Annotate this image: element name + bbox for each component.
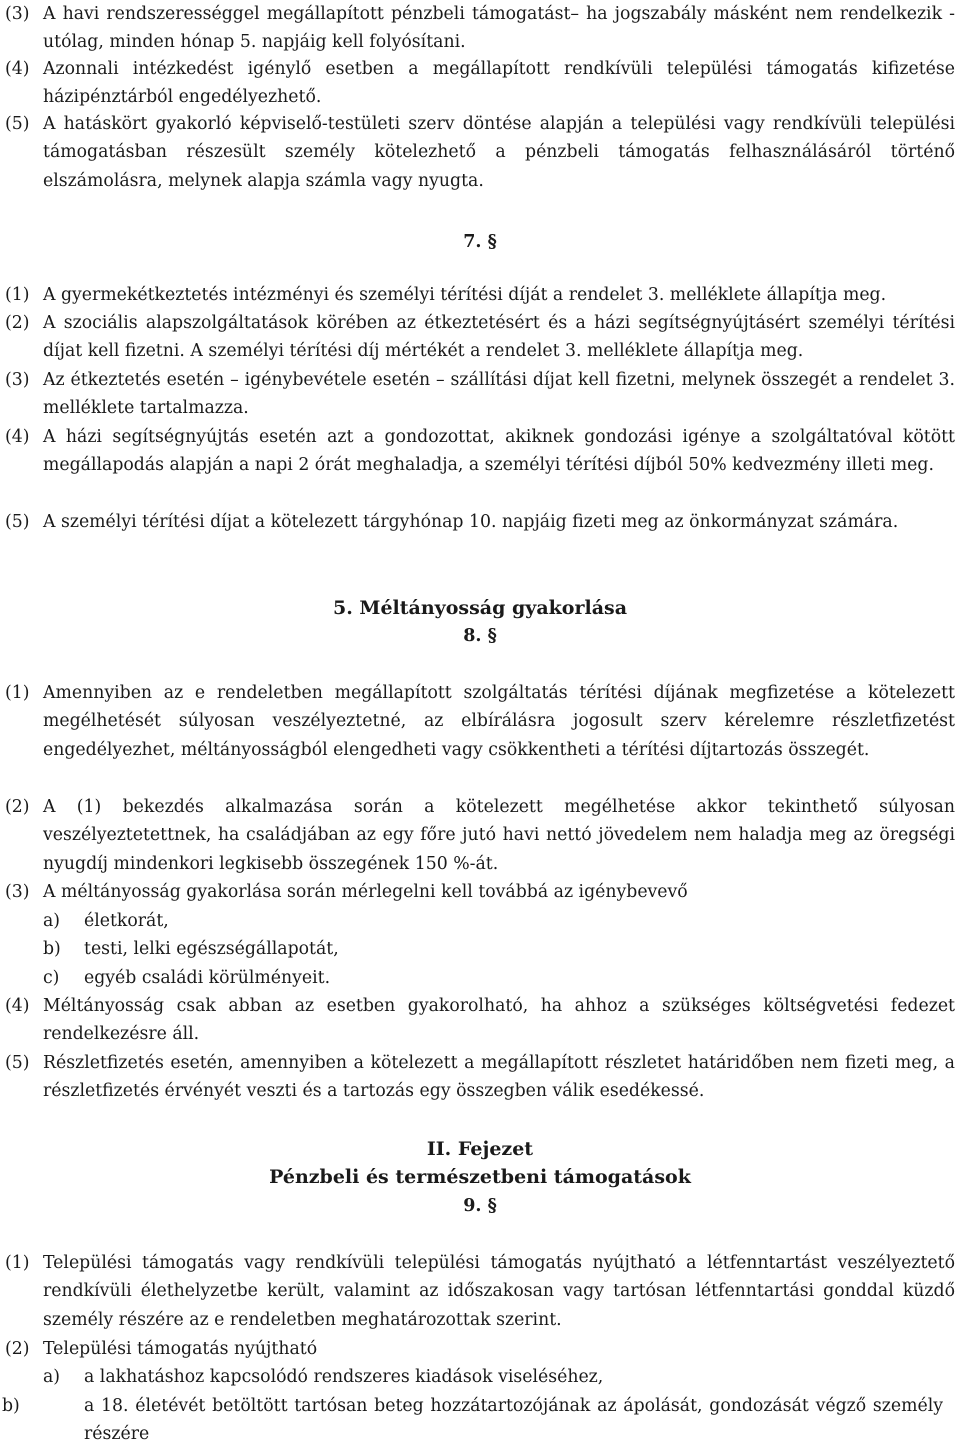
item-text: életkorát,	[84, 911, 169, 931]
paragraph	[5, 110, 955, 195]
paragraph	[5, 55, 955, 112]
section-heading: 9. §	[463, 1196, 497, 1216]
list-item	[43, 964, 943, 992]
item-number: (3)	[5, 4, 30, 24]
item-text: A házi segítségnyújtás esetén azt a gondozottat, akiknek gondozási igénye a szolgáltatóval kötött megállapodás alapján a napi 2 órát meghaladja, a személyi térítési díjból 50% kedvezmény illeti meg.	[43, 427, 955, 476]
item-number: (1)	[5, 285, 30, 305]
item-text: A gyermekétkeztetés intézményi és személyi térítési díját a rendelet 3. melléklete állapítja meg.	[43, 285, 887, 305]
item-text: A hatáskört gyakorló képviselő-testületi szerv döntése alapján a települési vagy rendkívüli települési támogatásban részesült személy kötelezhető a pénzbeli támogatás felhasználásáról történő elszámolásra, melynek alapja számla vagy nyugta.	[43, 114, 955, 191]
list-item	[43, 1363, 943, 1391]
item-text: A (1) bekezdés alkalmazása során a kötelezett megélhetése akkor tekinthető súlyosan veszélyeztetettnek, ha családjában az egy főre jutó havi nettó jövedelem nem haladja meg az öregségi nyugdíj mindenkori legkisebb összegének 150 %-át.	[43, 797, 955, 874]
item-text: Települési támogatás nyújtható	[43, 1339, 318, 1359]
item-number: (5)	[5, 114, 30, 134]
item-number: c)	[43, 968, 60, 988]
item-text: egyéb családi körülményeit.	[84, 968, 331, 988]
item-text: Az étkeztetés esetén – igénybevétele esetén – szállítási díjat kell fizetni, melynek összegét a rendelet 3. melléklete tartalmazza.	[43, 370, 955, 419]
item-text: A szociális alapszolgáltatások körében az étkeztetésért és a házi segítségnyújtásért személyi térítési díjat kell fizetni. A személyi térítési díj mértékét a rendelet 3. melléklete állapítja meg.	[43, 313, 955, 362]
item-text: A személyi térítési díjat a kötelezett tárgyhónap 10. napjáig fizeti meg az önkormányzat számára.	[43, 512, 899, 532]
paragraph	[5, 878, 955, 906]
paragraph	[5, 992, 955, 1049]
paragraph	[5, 281, 955, 309]
item-number: (3)	[5, 370, 30, 390]
item-number: (1)	[5, 683, 30, 703]
item-number: (5)	[5, 1053, 30, 1073]
list-item	[43, 935, 943, 963]
section-heading: Pénzbeli és természetbeni támogatások	[269, 1166, 691, 1188]
list-item	[2, 1392, 943, 1449]
paragraph	[5, 1049, 955, 1106]
item-text: Azonnali intézkedést igénylő esetben a megállapított rendkívüli települési támogatás kifizetése házipénztárból engedélyezhető.	[43, 59, 955, 108]
paragraph	[5, 1249, 955, 1334]
item-text: A méltányosság gyakorlása során mérlegelni kell továbbá az igénybevevő	[43, 882, 688, 902]
item-number: (5)	[5, 512, 30, 532]
paragraph	[5, 366, 955, 423]
item-text: a lakhatáshoz kapcsolódó rendszeres kiadások viseléséhez,	[84, 1367, 604, 1387]
paragraph	[5, 309, 955, 366]
paragraph	[5, 793, 955, 878]
item-number: (2)	[5, 1339, 30, 1359]
paragraph	[5, 423, 955, 480]
item-text: testi, lelki egészségállapotát,	[84, 939, 339, 959]
item-number: (3)	[5, 882, 30, 902]
item-number: (4)	[5, 996, 30, 1016]
item-text: Amennyiben az e rendeletben megállapított szolgáltatás térítési díjának megfizetése a kötelezett megélhetését súlyosan veszélyeztetné, az elbírálásra jogosult szerv kérelemre részletfizetést engedélyezhet, méltányosságból elengedheti vagy csökkentheti a térítési díjtartozás összegét.	[43, 683, 955, 760]
item-number: (2)	[5, 313, 30, 333]
item-text: Méltányosság csak abban az esetben gyakorolható, ha ahhoz a szükséges költségvetési fedezet rendelkezésre áll.	[43, 996, 955, 1045]
paragraph	[5, 0, 955, 57]
section-heading: 7. §	[463, 232, 497, 252]
list-item	[43, 907, 943, 935]
item-number: (2)	[5, 797, 30, 817]
item-number: b)	[43, 939, 61, 959]
item-number: a)	[43, 1367, 61, 1387]
section-heading: 5. Méltányosság gyakorlása	[332, 597, 628, 619]
section-heading: 8. §	[463, 626, 497, 646]
item-number: (1)	[5, 1253, 30, 1273]
item-text: Részletfizetés esetén, amennyiben a kötelezett a megállapított részletet határidőben nem fizeti meg, a részletfizetés érvényét veszti és a tartozás egy összegben válik esedékessé.	[43, 1053, 955, 1102]
item-text: Települési támogatás vagy rendkívüli települési támogatás nyújtható a létfenntartást veszélyeztető rendkívüli élethelyzetbe került, valamint az időszakosan vagy tartósan létfenntartási gonddal küzdő személy részére az e rendeletben meghatározottak szerint.	[43, 1253, 955, 1330]
item-number: (4)	[5, 427, 30, 447]
item-number: b)	[2, 1396, 20, 1416]
item-text: A havi rendszerességgel megállapított pénzbeli támogatást– ha jogszabály másként nem rendelkezik - utólag, minden hónap 5. napjáig kell folyósítani.	[43, 4, 955, 53]
section-heading: II. Fejezet	[426, 1138, 534, 1160]
paragraph	[5, 508, 955, 536]
paragraph	[5, 1335, 955, 1363]
item-number: (4)	[5, 59, 30, 79]
paragraph	[5, 679, 955, 764]
item-number: a)	[43, 911, 61, 931]
item-text: a 18. életévét betöltött tartósan beteg hozzátartozójának az ápolását, gondozását végző személy részére	[84, 1396, 943, 1445]
